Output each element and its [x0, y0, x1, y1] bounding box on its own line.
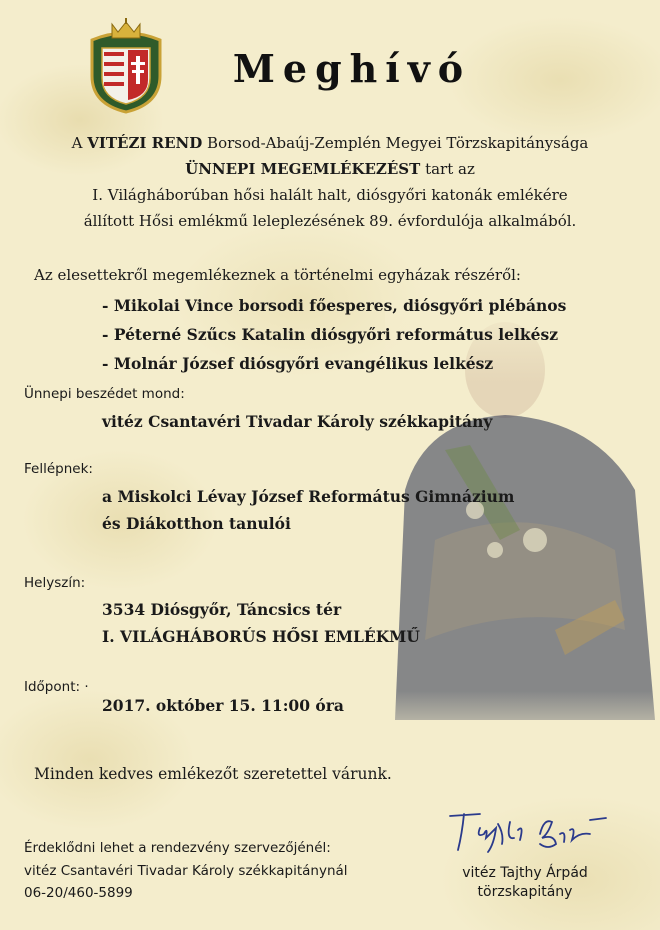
speech-value: vitéz Csantavéri Tivadar Károly székkapitány: [102, 412, 493, 431]
clergy-heading: Az elesettekről megemlékeznek a történelmi egyházak részéről:: [34, 266, 521, 284]
signatory-title: törzskapitány: [477, 884, 573, 900]
performers-line: és Diákotthon tanulói: [102, 514, 291, 533]
welcome-text: Minden kedves emlékezőt szeretettel várunk.: [34, 765, 392, 783]
intro-line-4: állított Hősi emlékmű leleplezésének 89. évfordulója alkalmából.: [83, 212, 577, 230]
location-line: I. VILÁGHÁBORÚS HŐSI EMLÉKMŰ: [102, 627, 420, 646]
clergy-item: - Péterné Szűcs Katalin diósgyőri református lelkész: [102, 325, 559, 344]
contact-line: Érdeklődni lehet a rendezvény szervezőjénél:: [24, 840, 331, 856]
clergy-item: - Mikolai Vince borsodi főesperes, diósgyőri plébános: [102, 296, 567, 315]
clergy-item: - Molnár József diósgyőri evangélikus lelkész: [102, 354, 494, 373]
performers-line: a Miskolci Lévay József Református Gimnázium: [102, 487, 515, 506]
intro-line-1: A VITÉZI REND Borsod-Abaúj-Zemplén Megyei Törzskapitánysága: [71, 134, 589, 152]
performers-label: Fellépnek:: [24, 461, 93, 477]
page-title: Meghívó: [232, 46, 472, 91]
contact-line: 06-20/460-5899: [24, 885, 133, 901]
time-value: 2017. október 15. 11:00 óra: [102, 696, 344, 715]
intro-line-3: I. Világháborúban hősi halált halt, diósgyőri katonák emlékére: [92, 186, 568, 204]
signatory-name: vitéz Tajthy Árpád: [462, 865, 588, 881]
time-label: Időpont: ·: [24, 679, 89, 695]
intro-line-2: ÜNNEPI MEGEMLÉKEZÉST tart az: [185, 160, 475, 178]
handwritten-signature: [440, 804, 610, 856]
location-line: 3534 Diósgyőr, Táncsics tér: [102, 600, 342, 619]
contact-line: vitéz Csantavéri Tivadar Károly székkapitánynál: [24, 863, 348, 879]
location-label: Helyszín:: [24, 575, 86, 591]
speech-label: Ünnepi beszédet mond:: [24, 386, 185, 402]
